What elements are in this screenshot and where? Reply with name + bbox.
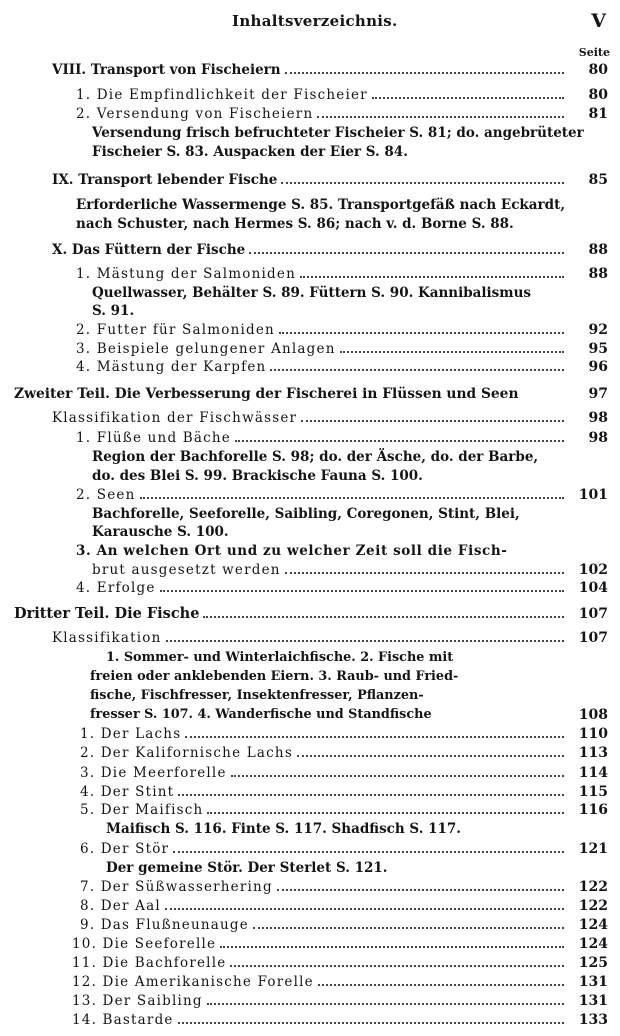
toc-entry: [0, 839, 620, 859]
dot-leader: [140, 485, 565, 499]
page-number: 97: [588, 386, 608, 402]
page-number: 122: [578, 879, 608, 895]
toc-entry: [0, 724, 620, 744]
toc-part-entry: [0, 604, 620, 624]
toc-entry: [0, 104, 620, 124]
entry-text: 1. Mästung der Salmoniden: [76, 266, 296, 282]
entry-detail: 1. Sommer- und Winterlaichfische. 2. Fische mit: [106, 650, 454, 665]
toc-entry: [0, 1010, 620, 1030]
entry-text: X. Das Füttern der Fische: [52, 242, 246, 258]
entry-text: 2. Versendung von Fischeiern: [76, 106, 314, 122]
page-number: 88: [588, 266, 608, 282]
page-number: 125: [578, 955, 608, 971]
toc-entry: [0, 264, 620, 284]
dot-leader: [173, 839, 564, 853]
page-number: 104: [578, 580, 608, 596]
dot-leader: [301, 408, 564, 422]
toc-entry: [0, 60, 620, 80]
header-title: Inhaltsverzeichnis.: [232, 12, 398, 30]
page-number: 122: [578, 898, 608, 914]
entry-text: 2. Der Kalifornische Lachs: [80, 745, 293, 761]
toc-entry: [0, 85, 620, 105]
page-number: 96: [588, 359, 608, 375]
dot-leader: [340, 339, 564, 353]
dot-leader: [166, 628, 564, 642]
page-number: 115: [578, 784, 608, 800]
running-header: [0, 10, 620, 36]
page-number: 116: [578, 802, 608, 818]
dot-leader: [230, 953, 564, 967]
toc-entry: [0, 578, 620, 598]
dot-leader: [285, 560, 564, 574]
entry-text: 9. Das Flußneunauge: [80, 917, 249, 933]
dot-leader: [372, 85, 564, 99]
dot-leader: [279, 320, 564, 334]
toc-entry: [0, 408, 620, 428]
entry-text: Zweiter Teil. Die Verbesserung der Fischerei in Flüssen und Seen: [14, 386, 519, 402]
page-number: 101: [578, 487, 608, 503]
toc-entry: [0, 428, 620, 448]
toc-entry: [0, 782, 620, 802]
toc-entry: [0, 953, 620, 973]
dot-leader: [165, 896, 564, 910]
entry-detail: 3. An welchen Ort und zu welcher Zeit soll die Fisch-: [76, 543, 508, 559]
page-number: 98: [588, 430, 608, 446]
dot-leader: [185, 724, 564, 738]
entry-text: 3. Die Meerforelle: [80, 765, 227, 781]
dot-leader: [207, 991, 564, 1005]
dot-leader: [220, 934, 564, 948]
entry-text: brut ausgesetzt werden: [92, 562, 281, 578]
page-number: 88: [588, 242, 608, 258]
toc-entry: [0, 934, 620, 954]
entry-text: 13. Der Saibling: [72, 993, 203, 1009]
page-number: 102: [578, 562, 608, 578]
entry-detail: Maifisch S. 116. Finte S. 117. Shadfisch S. 117.: [106, 821, 461, 837]
dot-leader: [300, 264, 564, 278]
page-number: 110: [578, 726, 608, 742]
entry-text: 4. Erfolge: [76, 580, 156, 596]
entry-detail: fresser S. 107. 4. Wanderfische und Standfische: [90, 707, 432, 722]
page-number: 95: [588, 341, 608, 357]
page-number: 92: [588, 322, 608, 338]
entry-text: Klassifikation der Fischwässer: [52, 410, 298, 426]
page-number: 131: [578, 974, 608, 990]
entry-detail: nach Schuster, nach Hermes S. 86; nach v. d. Borne S. 88.: [76, 216, 514, 232]
toc-part-entry: [0, 384, 620, 404]
page-number: 133: [578, 1012, 608, 1028]
dot-leader: [207, 800, 564, 814]
entry-detail: S. 91.: [92, 303, 135, 319]
dot-leader: [281, 170, 564, 184]
toc-entry: [0, 170, 620, 190]
entry-text: 14. Bastarde: [72, 1012, 174, 1028]
page-number: 124: [578, 917, 608, 933]
dot-leader: [253, 915, 564, 929]
dot-leader: [285, 60, 564, 74]
entry-text: 1. Der Lachs: [80, 726, 182, 742]
entry-text: Klassifikation: [52, 630, 162, 646]
page-number: 81: [588, 106, 608, 122]
dot-leader: [235, 428, 564, 442]
entry-detail: Fischeier S. 83. Auspacken der Eier S. 84.: [92, 144, 408, 160]
toc-entry: [0, 339, 620, 359]
toc-entry: [0, 991, 620, 1011]
entry-detail: Erforderliche Wassermenge S. 85. Transportgefäß nach Eckardt,: [76, 197, 566, 213]
entry-text: 12. Die Amerikanische Forelle: [72, 974, 314, 990]
toc-entry: [0, 560, 620, 580]
toc-entry: [0, 628, 620, 648]
toc-entry: [0, 896, 620, 916]
entry-detail: Region der Bachforelle S. 98; do. der Äsche, do. der Barbe,: [92, 449, 539, 465]
dot-leader: [318, 972, 564, 986]
entry-detail: do. des Blei S. 99. Brackische Fauna S. 100.: [92, 468, 423, 484]
dot-leader: [178, 1010, 564, 1024]
page-number: 107: [578, 606, 608, 622]
entry-detail: Der gemeine Stör. Der Sterlet S. 121.: [106, 860, 388, 876]
entry-text: 8. Der Aal: [80, 898, 161, 914]
toc-entry: [0, 743, 620, 763]
entry-detail: Karausche S. 100.: [92, 524, 229, 540]
entry-text: IX. Transport lebender Fische: [52, 172, 278, 188]
entry-text: 10. Die Seeforelle: [72, 936, 217, 952]
toc-entry: [0, 877, 620, 897]
toc-entry: [0, 485, 620, 505]
dot-leader: [160, 578, 564, 592]
toc-entry: [0, 705, 620, 725]
dot-leader: [203, 604, 564, 618]
entry-text: 11. Die Bachforelle: [72, 955, 227, 971]
toc-entry: [0, 240, 620, 260]
seite-label: Seite: [578, 46, 610, 59]
dot-leader: [317, 104, 564, 118]
entry-text: 4. Der Stint: [80, 784, 175, 800]
entry-text: 1. Flüße und Bäche: [76, 430, 231, 446]
entry-text: 7. Der Süßwasserhering: [80, 879, 273, 895]
toc-entry: [0, 972, 620, 992]
toc-entry: [0, 800, 620, 820]
page-number: 121: [578, 841, 608, 857]
entry-text: 2. Seen: [76, 487, 136, 503]
toc-entry: [0, 763, 620, 783]
page-number: 113: [578, 745, 608, 761]
entry-text: 5. Der Maifisch: [80, 802, 204, 818]
entry-text: 2. Futter für Salmoniden: [76, 322, 275, 338]
entry-detail: fische, Fischfresser, Insektenfresser, Pflanzen-: [90, 688, 424, 703]
page-number: 108: [578, 707, 608, 723]
entry-text: 4. Mästung der Karpfen: [76, 359, 267, 375]
page-number: 85: [588, 172, 608, 188]
page-number: 80: [588, 87, 608, 103]
dot-leader: [178, 782, 564, 796]
entry-detail: Bachforelle, Seeforelle, Saibling, Coregonen, Stint, Blei,: [92, 506, 520, 522]
dot-leader: [277, 877, 564, 891]
page-number: 131: [578, 993, 608, 1009]
page-number: 107: [578, 630, 608, 646]
entry-detail: Quellwasser, Behälter S. 89. Füttern S. 90. Kannibalismus: [92, 285, 531, 301]
dot-leader: [231, 763, 564, 777]
toc-entry: [0, 915, 620, 935]
entry-detail: Versendung frisch befruchteter Fischeier S. 81; do. angebrüteter: [92, 125, 584, 141]
page-number: 114: [578, 765, 608, 781]
entry-detail: freien oder anklebenden Eiern. 3. Raub- und Fried-: [90, 669, 459, 684]
entry-text: 1. Die Empfindlichkeit der Fischeier: [76, 87, 368, 103]
page-number: 124: [578, 936, 608, 952]
dot-leader: [270, 357, 564, 371]
page-number: 80: [588, 62, 608, 78]
entry-text: VIII. Transport von Fischeiern: [52, 62, 281, 78]
entry-text: 3. Beispiele gelungener Anlagen: [76, 341, 336, 357]
dot-leader: [249, 240, 564, 254]
toc-entry: [0, 357, 620, 377]
entry-text: 6. Der Stör: [80, 841, 170, 857]
entry-text: Dritter Teil. Die Fische: [14, 605, 200, 622]
dot-leader: [297, 743, 564, 757]
page-number: 98: [588, 410, 608, 426]
toc-entry: [0, 320, 620, 340]
header-page-numeral: V: [591, 10, 606, 32]
